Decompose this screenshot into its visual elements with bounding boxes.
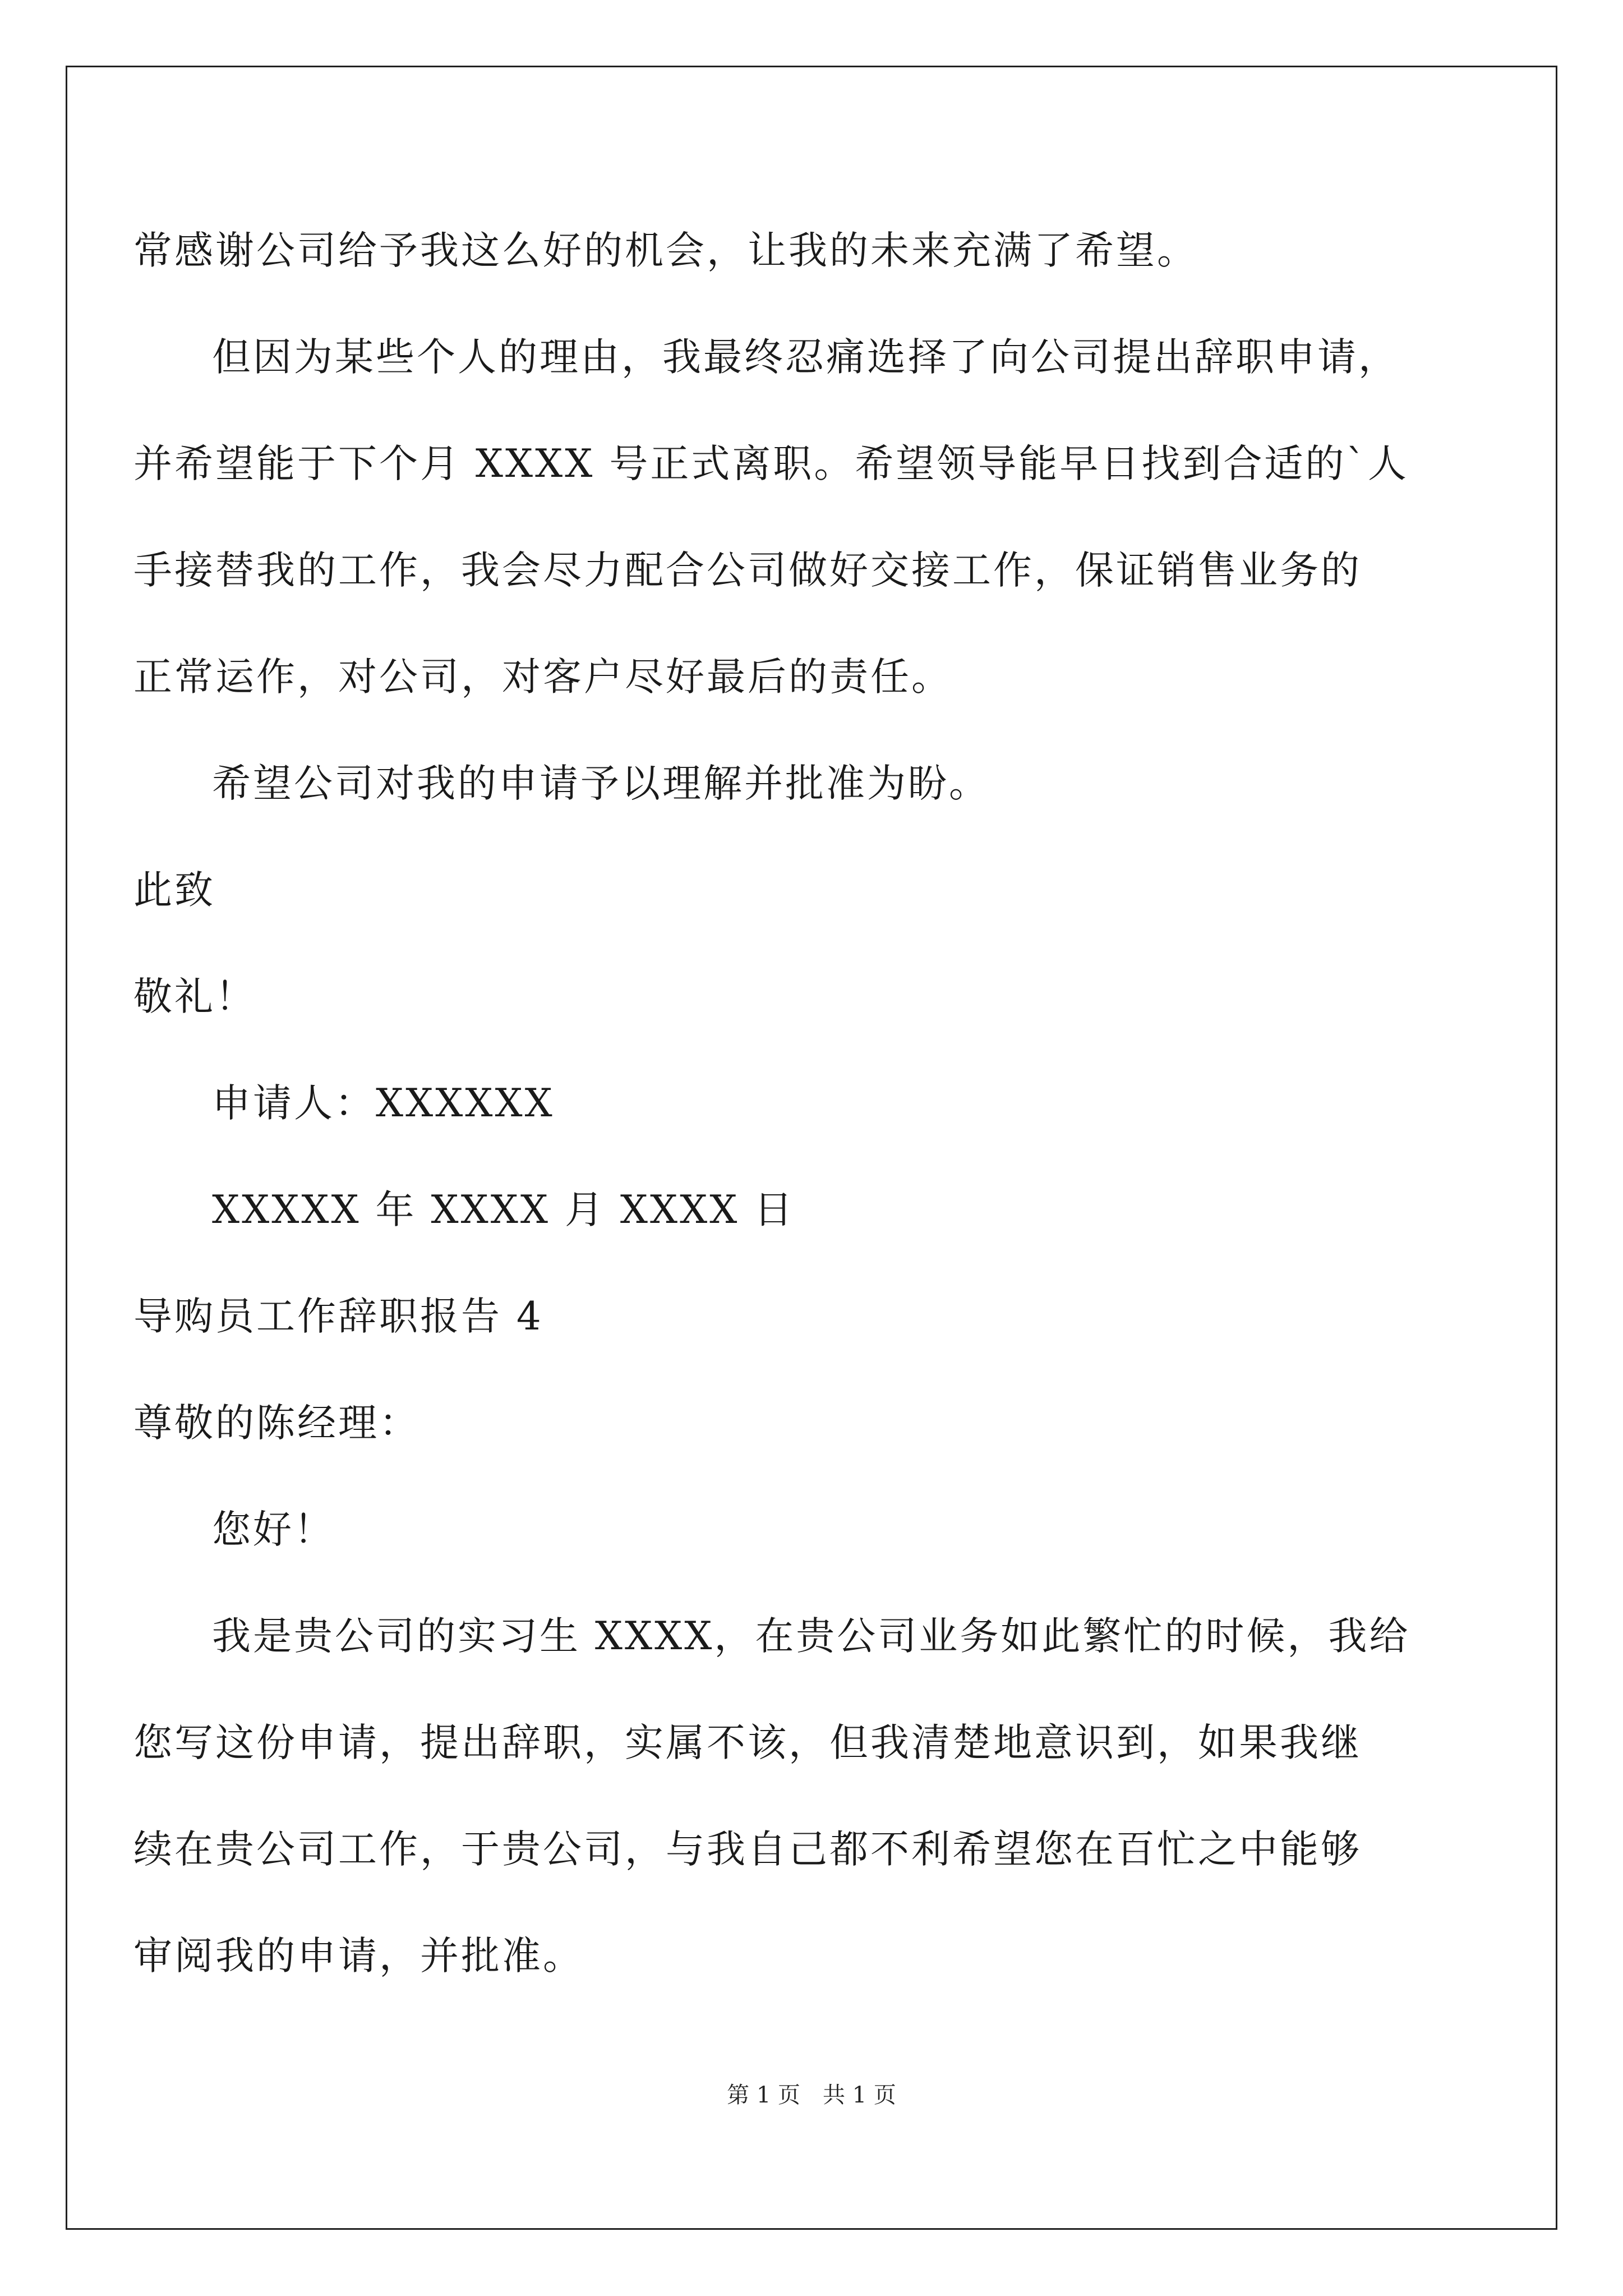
applicant-line: 申请人：XXXXXX xyxy=(212,1081,555,1126)
recipient-line: 尊敬的陈经理： xyxy=(133,1401,420,1446)
text-line: 常感谢公司给予我这么好的机会，让我的未来充满了希望。 xyxy=(133,228,1198,273)
text-line: 审阅我的申请，并批准。 xyxy=(133,1934,584,1978)
text-line: 但因为某些个人的理由，我最终忍痛选择了向公司提出辞职申请， xyxy=(212,335,1399,380)
section-title: 导购员工作辞职报告 4 xyxy=(133,1294,543,1339)
text-line: 希望公司对我的申请予以理解并批准为盼。 xyxy=(212,761,990,806)
closing-line: 此致 xyxy=(133,868,215,913)
text-line: 并希望能于下个月 XXXX 号正式离职。希望领导能早日找到合适的`人 xyxy=(133,441,1409,486)
date-line: XXXXX 年 XXXX 月 XXXX 日 xyxy=(212,1188,795,1232)
text-line: 正常运作，对公司，对客户尽好最后的责任。 xyxy=(133,655,952,700)
page-footer: 第 1 页 共 1 页 xyxy=(727,2082,896,2108)
text-line: 续在贵公司工作，于贵公司，与我自己都不利希望您在百忙之中能够 xyxy=(133,1827,1362,1872)
text-line: 手接替我的工作，我会尽力配合公司做好交接工作，保证销售业务的 xyxy=(133,548,1362,593)
page-border xyxy=(66,66,1557,2230)
text-line: 您写这份申请，提出辞职，实属不该，但我清楚地意识到，如果我继 xyxy=(133,1720,1362,1765)
salutation-line: 敬礼！ xyxy=(133,974,256,1019)
greeting-line: 您好！ xyxy=(212,1507,335,1552)
text-line: 我是贵公司的实习生 XXXX，在贵公司业务如此繁忙的时候，我给 xyxy=(212,1614,1410,1659)
